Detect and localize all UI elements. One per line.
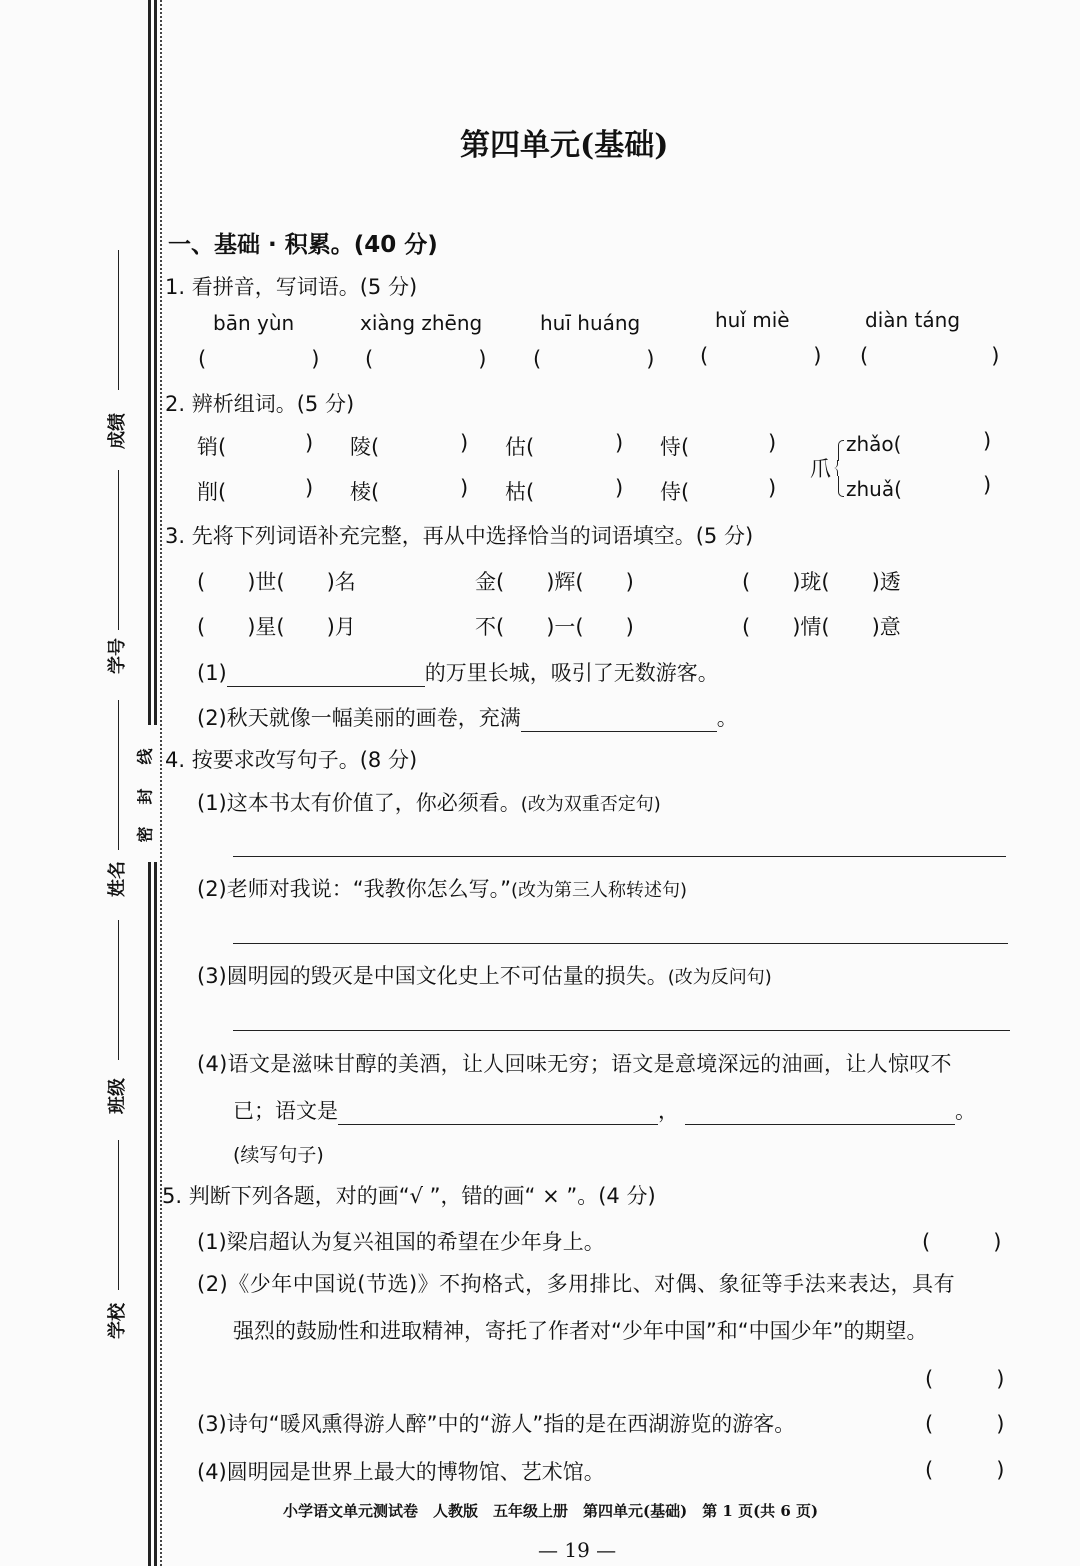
paren: )	[983, 429, 992, 453]
answer-line[interactable]	[233, 1030, 1010, 1031]
section-heading: 一、基础 · 积累。(40 分)	[168, 232, 438, 258]
question-5-title: 5. 判断下列各题，对的画“√ ”，错的画“ × ”。(4 分)	[162, 1184, 656, 1208]
char-item: 陵(	[350, 435, 380, 459]
blank-line	[118, 920, 119, 1060]
fill-item[interactable]: 不( )一( )	[475, 615, 634, 639]
sentence-text: (1)这本书太有价值了，你必须看。	[197, 791, 521, 815]
blank-line	[118, 470, 119, 630]
brace-top	[838, 440, 844, 461]
brace-mid-top	[833, 460, 838, 468]
brace-mid-bottom	[833, 468, 838, 476]
seal-text: 封	[135, 788, 155, 805]
paren: )	[305, 431, 314, 455]
question-4-title: 4. 按要求改写句子。(8 分)	[165, 748, 418, 772]
question-2-title: 2. 辨析组词。(5 分)	[165, 392, 355, 416]
q4-sentence-4: (4)语文是滋味甘醇的美酒，让人回味无穷；语文是意境深远的油画，让人惊叹不	[197, 1052, 952, 1076]
q5-statement: (2)《少年中国说(节选)》不拘格式，多用排比、对偶、象征等手法来表达，具有	[197, 1272, 956, 1296]
char-item: 销(	[197, 435, 227, 459]
answer-blank[interactable]: ( )	[365, 347, 487, 371]
brace-bottom	[838, 476, 844, 497]
sentence-text: (2)秋天就像一幅美丽的画卷，充满	[197, 706, 521, 730]
paren: )	[983, 473, 992, 497]
judgment-blank[interactable]: ( )	[925, 1458, 1005, 1482]
margin-line	[148, 0, 151, 725]
judgment-blank[interactable]: ( )	[925, 1367, 1005, 1391]
comma: ，	[658, 1099, 679, 1123]
student-number-label: 学号	[107, 638, 128, 674]
q5-statement-cont: 强烈的鼓励性和进取精神，寄托了作者对“少年中国”和“中国少年”的期望。	[233, 1319, 928, 1343]
char-item: 削(	[197, 480, 227, 504]
question-1-title: 1. 看拼音，写词语。(5 分)	[165, 275, 418, 299]
pinyin: zhuǎ(	[846, 477, 902, 501]
margin-line	[154, 0, 157, 725]
answer-line[interactable]	[338, 1104, 658, 1125]
seal-text: 线	[135, 748, 155, 765]
answer-blank[interactable]: ( )	[533, 347, 655, 371]
char-item: 估(	[505, 435, 535, 459]
score-label: 成绩	[107, 413, 128, 449]
pinyin: xiàng zhēng	[360, 311, 483, 335]
q4-sentence-2	[197, 873, 687, 903]
blank-line	[118, 250, 119, 390]
answer-line[interactable]	[685, 1104, 955, 1125]
pinyin: diàn táng	[865, 308, 961, 332]
sentence-end: 。	[716, 706, 738, 730]
char-item: 枯(	[505, 480, 535, 504]
paren: )	[615, 431, 624, 455]
footer: 小学语文单元测试卷 人教版 五年级上册 第四单元(基础) 第 1 页(共 6 页)	[283, 1502, 819, 1520]
fill-item[interactable]: 金( )辉( )	[475, 570, 634, 594]
pinyin: bān yùn	[213, 311, 295, 335]
q3-sentence-2	[197, 702, 738, 732]
pinyin: huī huáng	[540, 311, 641, 335]
sentence-text: 已；语文是	[233, 1099, 338, 1123]
instruction-note: (改为反问句)	[667, 967, 772, 988]
paren: )	[305, 476, 314, 500]
answer-blank[interactable]: ( )	[860, 344, 1003, 368]
question-3-title: 3. 先将下列词语补充完整，再从中选择恰当的词语填空。(5 分)	[165, 524, 754, 548]
paren: )	[768, 431, 777, 455]
margin-line	[148, 862, 151, 1566]
q5-statement: (1)梁启超认为复兴祖国的希望在少年身上。	[197, 1230, 605, 1254]
q4-note: (续写句子)	[233, 1144, 324, 1166]
blank-line	[118, 700, 119, 850]
name-label: 姓名	[107, 861, 128, 897]
q5-statement: (4)圆明园是世界上最大的博物馆、艺术馆。	[197, 1460, 605, 1484]
pinyin: huǐ miè	[715, 308, 790, 332]
char-item: 棱(	[350, 480, 380, 504]
char-item: 恃(	[660, 435, 690, 459]
answer-line[interactable]	[233, 943, 1008, 944]
answer-line[interactable]	[233, 856, 1006, 857]
q4-sentence-4-cont	[233, 1095, 976, 1125]
sentence-text: 的万里长城，吸引了无数游客。	[424, 661, 719, 685]
judgment-blank[interactable]: ( )	[925, 1412, 1005, 1436]
answer-line[interactable]	[521, 711, 717, 732]
fill-item[interactable]: ( )情( )意	[742, 615, 901, 639]
page-number: — 19 —	[538, 1538, 617, 1562]
paren: )	[615, 476, 624, 500]
sentence-number: (1)	[197, 661, 227, 685]
seal-text: 密	[135, 826, 155, 843]
school-label: 学校	[107, 1303, 128, 1339]
sentence-text: (2)老师对我说：“我教你怎么写。”	[197, 877, 512, 901]
q4-sentence-3	[197, 960, 772, 990]
sentence-text: (3)圆明园的毁灭是中国文化史上不可估量的损失。	[197, 964, 668, 988]
fill-item[interactable]: ( )珑( )透	[742, 570, 901, 594]
char-item: 爪	[810, 457, 831, 481]
class-label: 班级	[107, 1078, 128, 1114]
paren: )	[460, 476, 469, 500]
answer-blank[interactable]: ( )	[700, 344, 822, 368]
instruction-note: (改为第三人称转述句)	[511, 880, 688, 901]
answer-blank[interactable]: ( )	[198, 347, 320, 371]
q3-sentence-1	[197, 657, 719, 687]
margin-line	[154, 862, 157, 1566]
page-title: 第四单元(基础)	[460, 128, 669, 163]
char-item: 侍(	[660, 480, 690, 504]
fill-item[interactable]: ( )星( )月	[197, 615, 356, 639]
blank-line	[118, 1140, 119, 1290]
paren: )	[768, 476, 777, 500]
pinyin: zhǎo(	[846, 432, 902, 456]
sentence-end: 。	[955, 1099, 976, 1123]
fill-item[interactable]: ( )世( )名	[197, 570, 356, 594]
answer-line[interactable]	[227, 666, 425, 687]
q5-statement: (3)诗句“暖风熏得游人醉”中的“游人”指的是在西湖游览的游客。	[197, 1412, 796, 1436]
judgment-blank[interactable]: ( )	[922, 1230, 1002, 1254]
perforation-line	[160, 0, 162, 1566]
q4-sentence-1	[197, 787, 661, 817]
instruction-note: (改为双重否定句)	[520, 794, 661, 815]
paren: )	[460, 431, 469, 455]
